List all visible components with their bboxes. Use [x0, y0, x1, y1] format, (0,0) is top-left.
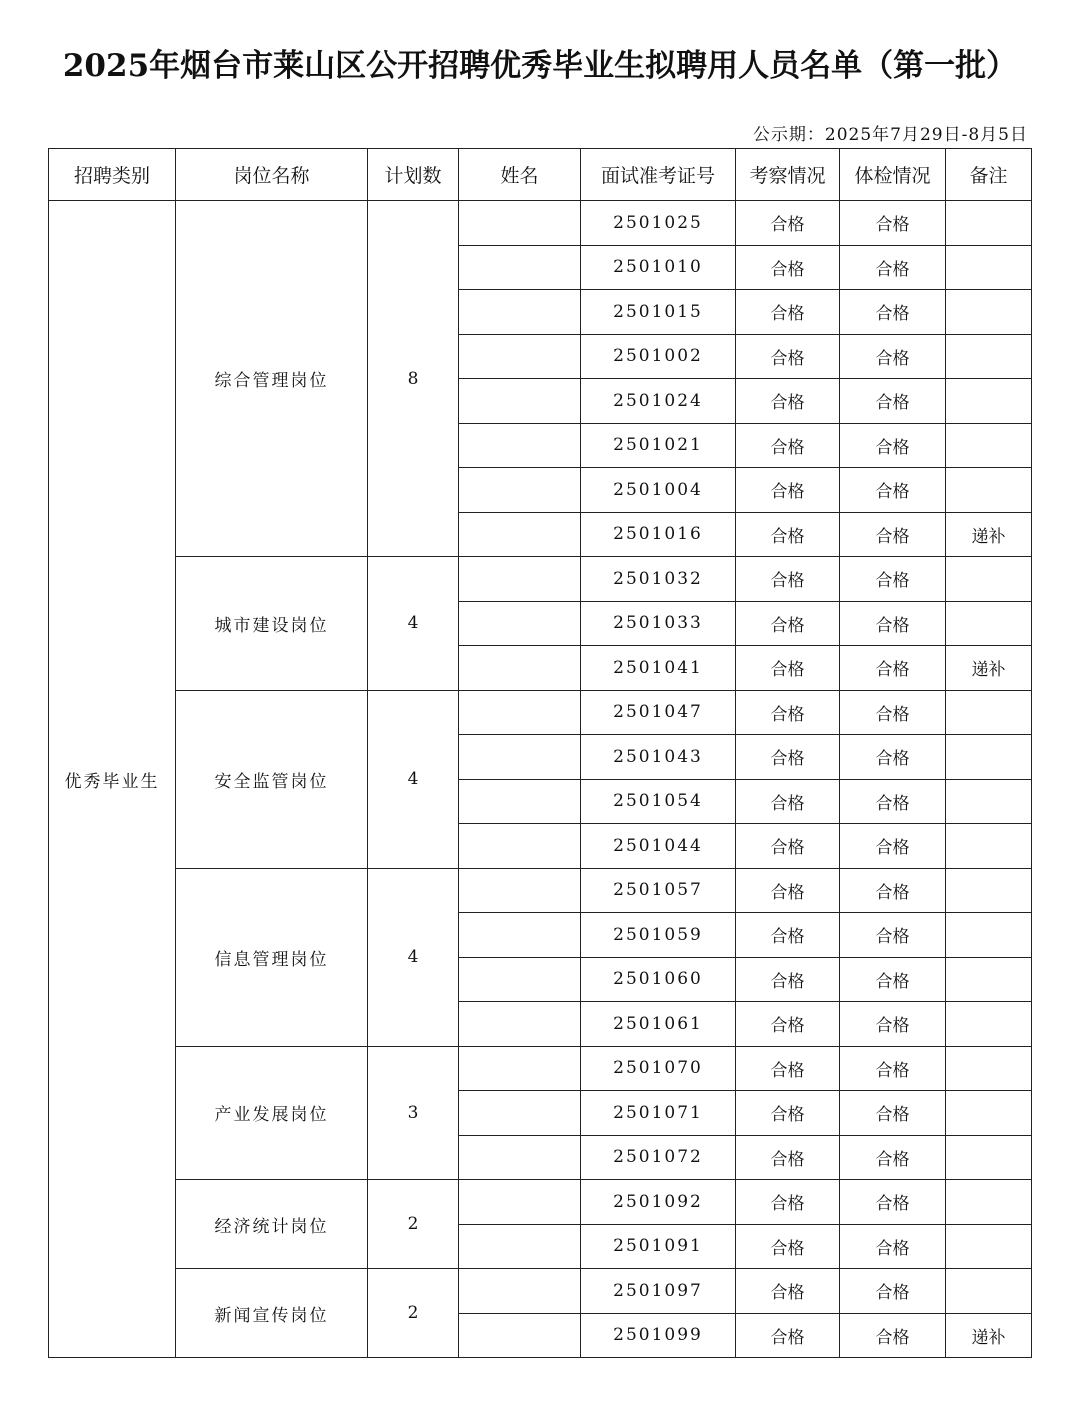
- name-cell: [459, 957, 581, 1002]
- remark-cell: [946, 1002, 1032, 1047]
- exam-id-cell: 2501072: [581, 1135, 736, 1180]
- physical-cell: 合格: [840, 957, 946, 1002]
- name-cell: [459, 735, 581, 780]
- header-remark: 备注: [946, 149, 1032, 201]
- inspection-cell: 合格: [736, 1002, 840, 1047]
- name-cell: [459, 334, 581, 379]
- remark-cell: [946, 868, 1032, 913]
- physical-cell: 合格: [840, 334, 946, 379]
- inspection-cell: 合格: [736, 913, 840, 958]
- roster-table: [48, 148, 1032, 1358]
- inspection-cell: 合格: [736, 1224, 840, 1269]
- exam-id-cell: 2501025: [581, 201, 736, 246]
- inspection-cell: 合格: [736, 646, 840, 691]
- remark-cell: [946, 468, 1032, 513]
- exam-id-cell: 2501061: [581, 1002, 736, 1047]
- exam-id-cell: 2501070: [581, 1046, 736, 1091]
- remark-cell: [946, 690, 1032, 735]
- name-cell: [459, 557, 581, 602]
- inspection-cell: 合格: [736, 201, 840, 246]
- inspection-cell: 合格: [736, 824, 840, 869]
- exam-id-cell: 2501097: [581, 1269, 736, 1314]
- exam-id-cell: 2501057: [581, 868, 736, 913]
- planned-cell: 8: [368, 201, 459, 557]
- name-cell: [459, 824, 581, 869]
- exam-id-cell: 2501010: [581, 245, 736, 290]
- planned-cell: 3: [368, 1046, 459, 1180]
- header-planned: 计划数: [368, 149, 459, 201]
- category-cell: 优秀毕业生: [49, 201, 176, 1358]
- table-row: [49, 1046, 1032, 1091]
- position-cell: 经济统计岗位: [176, 1180, 368, 1269]
- physical-cell: 合格: [840, 290, 946, 335]
- inspection-cell: 合格: [736, 601, 840, 646]
- remark-cell: [946, 290, 1032, 335]
- physical-cell: 合格: [840, 779, 946, 824]
- table-row: [49, 868, 1032, 913]
- inspection-cell: 合格: [736, 334, 840, 379]
- inspection-cell: 合格: [736, 245, 840, 290]
- exam-id-cell: 2501091: [581, 1224, 736, 1269]
- remark-cell: [946, 379, 1032, 424]
- physical-cell: 合格: [840, 824, 946, 869]
- inspection-cell: 合格: [736, 1180, 840, 1225]
- name-cell: [459, 1313, 581, 1358]
- inspection-cell: 合格: [736, 512, 840, 557]
- remark-cell: 递补: [946, 646, 1032, 691]
- remark-cell: [946, 1224, 1032, 1269]
- remark-cell: [946, 1091, 1032, 1136]
- physical-cell: 合格: [840, 1046, 946, 1091]
- exam-id-cell: 2501092: [581, 1180, 736, 1225]
- remark-cell: [946, 334, 1032, 379]
- inspection-cell: 合格: [736, 1269, 840, 1314]
- planned-cell: 4: [368, 557, 459, 691]
- name-cell: [459, 1269, 581, 1314]
- inspection-cell: 合格: [736, 290, 840, 335]
- remark-cell: [946, 1180, 1032, 1225]
- position-cell: 信息管理岗位: [176, 868, 368, 1046]
- exam-id-cell: 2501002: [581, 334, 736, 379]
- name-cell: [459, 245, 581, 290]
- exam-id-cell: 2501099: [581, 1313, 736, 1358]
- exam-id-cell: 2501043: [581, 735, 736, 780]
- physical-cell: 合格: [840, 1224, 946, 1269]
- exam-id-cell: 2501016: [581, 512, 736, 557]
- remark-cell: 递补: [946, 512, 1032, 557]
- name-cell: [459, 646, 581, 691]
- inspection-cell: 合格: [736, 423, 840, 468]
- remark-cell: [946, 735, 1032, 780]
- planned-cell: 2: [368, 1180, 459, 1269]
- name-cell: [459, 512, 581, 557]
- table-row: [49, 690, 1032, 735]
- remark-cell: [946, 423, 1032, 468]
- remark-cell: [946, 601, 1032, 646]
- inspection-cell: 合格: [736, 868, 840, 913]
- physical-cell: 合格: [840, 245, 946, 290]
- remark-cell: [946, 957, 1032, 1002]
- physical-cell: 合格: [840, 1180, 946, 1225]
- remark-cell: [946, 1046, 1032, 1091]
- roster-body: [49, 201, 1032, 1358]
- exam-id-cell: 2501033: [581, 601, 736, 646]
- name-cell: [459, 868, 581, 913]
- physical-cell: 合格: [840, 735, 946, 780]
- physical-cell: 合格: [840, 379, 946, 424]
- name-cell: [459, 779, 581, 824]
- physical-cell: 合格: [840, 1135, 946, 1180]
- planned-cell: 2: [368, 1269, 459, 1358]
- planned-cell: 4: [368, 690, 459, 868]
- exam-id-cell: 2501071: [581, 1091, 736, 1136]
- exam-id-cell: 2501032: [581, 557, 736, 602]
- inspection-cell: 合格: [736, 957, 840, 1002]
- physical-cell: 合格: [840, 868, 946, 913]
- inspection-cell: 合格: [736, 468, 840, 513]
- name-cell: [459, 290, 581, 335]
- physical-cell: 合格: [840, 1313, 946, 1358]
- remark-cell: [946, 557, 1032, 602]
- exam-id-cell: 2501041: [581, 646, 736, 691]
- name-cell: [459, 379, 581, 424]
- physical-cell: 合格: [840, 557, 946, 602]
- inspection-cell: 合格: [736, 1046, 840, 1091]
- inspection-cell: 合格: [736, 379, 840, 424]
- inspection-cell: 合格: [736, 735, 840, 780]
- physical-cell: 合格: [840, 201, 946, 246]
- physical-cell: 合格: [840, 468, 946, 513]
- exam-id-cell: 2501004: [581, 468, 736, 513]
- name-cell: [459, 1091, 581, 1136]
- header-inspection: 考察情况: [736, 149, 840, 201]
- table-row: [49, 1180, 1032, 1225]
- table-row: [49, 1269, 1032, 1314]
- header-exam-id: 面试准考证号: [581, 149, 736, 201]
- table-row: [49, 557, 1032, 602]
- remark-cell: [946, 245, 1032, 290]
- physical-cell: 合格: [840, 601, 946, 646]
- inspection-cell: 合格: [736, 1313, 840, 1358]
- exam-id-cell: 2501044: [581, 824, 736, 869]
- physical-cell: 合格: [840, 423, 946, 468]
- name-cell: [459, 1002, 581, 1047]
- name-cell: [459, 601, 581, 646]
- name-cell: [459, 690, 581, 735]
- inspection-cell: 合格: [736, 1091, 840, 1136]
- header-category: 招聘类别: [49, 149, 176, 201]
- inspection-cell: 合格: [736, 779, 840, 824]
- exam-id-cell: 2501015: [581, 290, 736, 335]
- physical-cell: 合格: [840, 1269, 946, 1314]
- name-cell: [459, 423, 581, 468]
- remark-cell: [946, 779, 1032, 824]
- physical-cell: 合格: [840, 913, 946, 958]
- remark-cell: [946, 824, 1032, 869]
- publication-period: 公示期：2025年7月29日-8月5日: [752, 125, 1028, 145]
- page-title: 2025年烟台市莱山区公开招聘优秀毕业生拟聘用人员名单（第一批）: [62, 48, 1018, 84]
- exam-id-cell: 2501047: [581, 690, 736, 735]
- position-cell: 新闻宣传岗位: [176, 1269, 368, 1358]
- physical-cell: 合格: [840, 1002, 946, 1047]
- header-position: 岗位名称: [176, 149, 368, 201]
- physical-cell: 合格: [840, 646, 946, 691]
- physical-cell: 合格: [840, 690, 946, 735]
- position-cell: 安全监管岗位: [176, 690, 368, 868]
- position-cell: 城市建设岗位: [176, 557, 368, 691]
- remark-cell: [946, 1135, 1032, 1180]
- exam-id-cell: 2501060: [581, 957, 736, 1002]
- header-physical: 体检情况: [840, 149, 946, 201]
- header-name: 姓名: [459, 149, 581, 201]
- name-cell: [459, 1135, 581, 1180]
- name-cell: [459, 201, 581, 246]
- exam-id-cell: 2501024: [581, 379, 736, 424]
- name-cell: [459, 1224, 581, 1269]
- remark-cell: [946, 913, 1032, 958]
- exam-id-cell: 2501054: [581, 779, 736, 824]
- inspection-cell: 合格: [736, 557, 840, 602]
- remark-cell: [946, 1269, 1032, 1314]
- name-cell: [459, 913, 581, 958]
- inspection-cell: 合格: [736, 690, 840, 735]
- exam-id-cell: 2501021: [581, 423, 736, 468]
- table-row: [49, 201, 1032, 246]
- name-cell: [459, 1180, 581, 1225]
- exam-id-cell: 2501059: [581, 913, 736, 958]
- position-cell: 综合管理岗位: [176, 201, 368, 557]
- header-row: [49, 149, 1032, 201]
- remark-cell: 递补: [946, 1313, 1032, 1358]
- physical-cell: 合格: [840, 1091, 946, 1136]
- physical-cell: 合格: [840, 512, 946, 557]
- planned-cell: 4: [368, 868, 459, 1046]
- inspection-cell: 合格: [736, 1135, 840, 1180]
- position-cell: 产业发展岗位: [176, 1046, 368, 1180]
- name-cell: [459, 468, 581, 513]
- remark-cell: [946, 201, 1032, 246]
- name-cell: [459, 1046, 581, 1091]
